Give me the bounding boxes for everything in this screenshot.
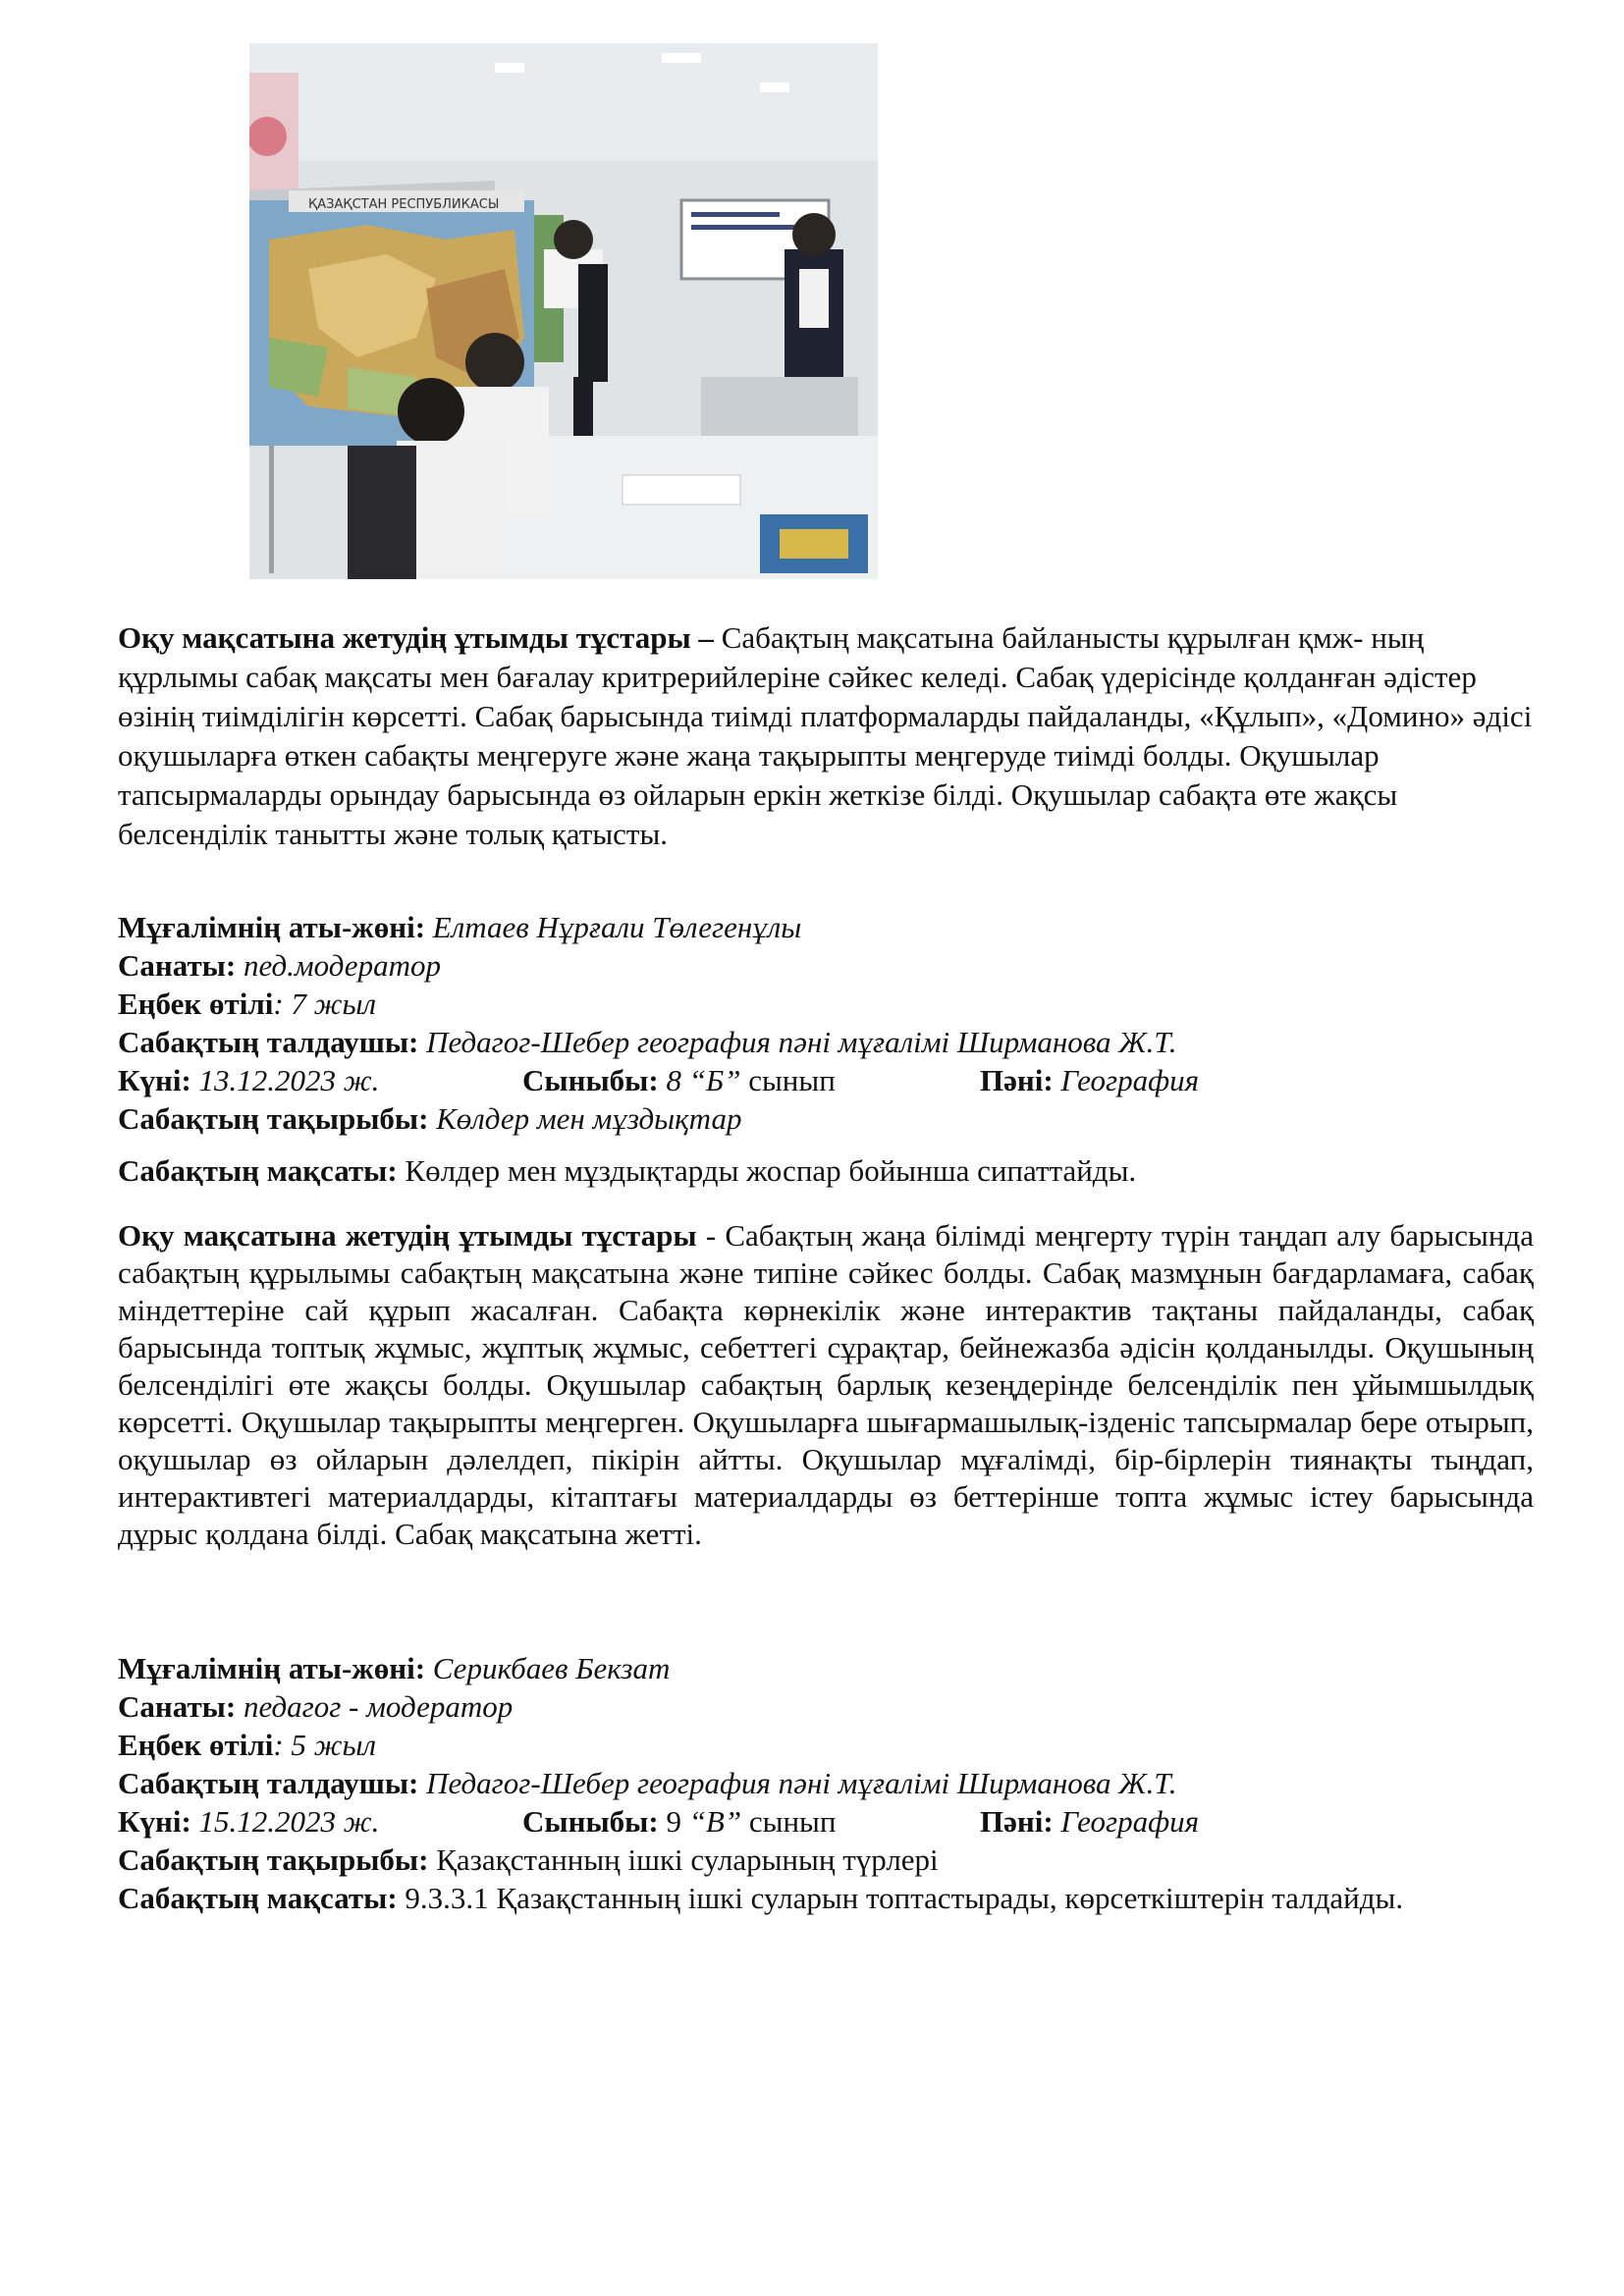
subject-value: География <box>1053 1804 1199 1839</box>
subject-cell <box>980 1802 1199 1841</box>
teacher-name: Елтаев Нұрғали Төлегенұлы <box>425 910 802 944</box>
record2-goal-line <box>118 1879 1534 1917</box>
teacher-name: Серикбаев Бекзат <box>425 1651 671 1685</box>
class-label: Сыныбы: <box>522 1804 659 1839</box>
section2-heading: Оқу мақсатына жетудің ұтымды тұстары <box>118 1218 697 1253</box>
category-label: Санаты: <box>118 948 237 983</box>
record2-analyst-line <box>118 1764 1534 1802</box>
section2-paragraph <box>118 1217 1534 1553</box>
class-cell <box>522 1802 836 1841</box>
record2 <box>118 1649 1534 1917</box>
record2-teacher-line <box>118 1649 1534 1687</box>
goal-label: Сабақтың мақсаты: <box>118 1881 398 1915</box>
record1-category-line <box>118 946 1534 985</box>
section1-heading: Оқу мақсатына жетудің ұтымды тұстары – <box>118 620 714 655</box>
record1-analyst-line <box>118 1023 1534 1061</box>
record2-experience-line <box>118 1726 1534 1764</box>
subject-label: Пәні: <box>980 1804 1054 1839</box>
goal-label: Сабақтың мақсаты: <box>118 1153 398 1188</box>
record2-date-row <box>118 1802 1534 1841</box>
record1-teacher-line <box>118 908 1534 946</box>
date-value: 13.12.2023 ж. <box>190 1063 380 1097</box>
category-value: педагог - модератор <box>236 1689 514 1724</box>
class-cell <box>522 1061 836 1099</box>
category-value: пед.модератор <box>236 948 441 983</box>
record2-topic-line <box>118 1841 1534 1879</box>
experience-value: : 7 жыл <box>273 987 377 1021</box>
section2-body: - Сабақтың жаңа білімді меңгерту түрін таңдап алу барысында сабақтың құрылымы сабақтың мақсатына және типіне сәйкес болды. Сабақ мазмұнын бағдарламаға, сабақ міндеттеріне сай құрып жасалған. Сабақта көрнекілік және интерактив тақтаны пайдаланды, сабақ барысында топтық жұмыс, жұптық жұмыс, себеттегі сұрақтар, бейнежазба әдісін қолданылды. Оқушының белсенділігі өте жақсы болды. Оқушылар сабақтың барлық кезеңдерінде белсенділік пен ұйымшылдық көрсетті. Оқушылар тақырыпты меңгерген. Оқушыларға шығармашылық-ізденіс тапсырмалар бере отырып, оқушылар өз ойларын дәлелдеп, пікірін айтты. Оқушылар мұғалімді, бір-бірлерін тиянақты тыңдап, интерактивтегі материалдарды, кітаптағы материалдарды өз беттерінше топта жұмыс істеу барысында дұрыс қолдана білді. Сабақ мақсатына жетті. <box>118 1218 1535 1551</box>
teacher-label: Мұғалімнің аты-жөні: <box>118 1651 426 1685</box>
date-value: 15.12.2023 ж. <box>190 1804 380 1839</box>
topic-value: Қазақстанның ішкі суларының түрлері <box>428 1842 939 1877</box>
topic-label: Сабақтың тақырыбы: <box>118 1842 429 1877</box>
topic-label: Сабақтың тақырыбы: <box>118 1101 429 1136</box>
record1-date-row <box>118 1061 1534 1099</box>
section1-body: Сабақтың мақсатына байланысты құрылған қмж- ның құрлымы сабақ мақсаты мен бағалау критрерийлеріне сәйкес келеді. Сабақ үдерісінде қолданған әдістер өзінің тиімділігін көрсетті. Сабақ барысында тиімді платформаларды пайдаланды, «Құлып», «Домино» әдісі оқушыларға өткен сабақты меңгеруге және жаңа тақырыпты меңгеруде тиімді болды. Оқушылар тапсырмаларды орындау барысында өз ойларын еркін жеткізе білді. Оқушылар сабақта өте жақсы белсенділік танытты және толық қатысты. <box>118 620 1533 851</box>
class-label: Сыныбы: <box>522 1063 659 1097</box>
teacher-label: Мұғалімнің аты-жөні: <box>118 910 426 944</box>
analyst-label: Сабақтың талдаушы: <box>118 1766 419 1800</box>
analyst-label: Сабақтың талдаушы: <box>118 1025 419 1059</box>
record1-goal-line <box>118 1151 1534 1190</box>
experience-label: Еңбек өтілі <box>118 987 274 1021</box>
subject-value: География <box>1053 1063 1199 1097</box>
goal-value: Көлдер мен мұздықтарды жоспар бойынша сипаттайды. <box>397 1153 1137 1188</box>
section1-paragraph <box>118 618 1534 854</box>
class-suffix: сынып <box>741 1804 837 1839</box>
classroom-photo-icon <box>249 43 878 579</box>
record1-topic-line <box>118 1099 1534 1138</box>
date-cell <box>118 1061 379 1099</box>
topic-value: Көлдер мен мұздықтар <box>428 1101 742 1136</box>
analyst-value: Педагог-Шебер география пәні мұғалімі Ширманова Ж.Т. <box>418 1025 1177 1059</box>
record2-category-line <box>118 1687 1534 1726</box>
date-cell <box>118 1802 379 1841</box>
record1-experience-line <box>118 985 1534 1023</box>
category-label: Санаты: <box>118 1689 237 1724</box>
date-label: Күні: <box>118 1063 191 1097</box>
subject-label: Пәні: <box>980 1063 1054 1097</box>
experience-label: Еңбек өтілі <box>118 1728 274 1762</box>
analyst-value: Педагог-Шебер география пәні мұғалімі Ширманова Ж.Т. <box>418 1766 1177 1800</box>
classroom-photo <box>249 43 878 579</box>
record1 <box>118 908 1534 1190</box>
date-label: Күні: <box>118 1804 191 1839</box>
class-prefix: 9 <box>658 1804 689 1839</box>
goal-value: 9.3.3.1 Қазақстанның ішкі суларын топтастырады, көрсеткіштерін талдайды. <box>397 1881 1404 1915</box>
subject-cell <box>980 1061 1199 1099</box>
class-value: 8 “Б” <box>658 1063 741 1097</box>
map-title: ҚАЗАҚСТАН РЕСПУБЛИКАСЫ <box>308 197 500 212</box>
experience-value: : 5 жыл <box>273 1728 377 1762</box>
class-suffix: сынып <box>740 1063 836 1097</box>
class-value: “В” <box>688 1804 742 1839</box>
